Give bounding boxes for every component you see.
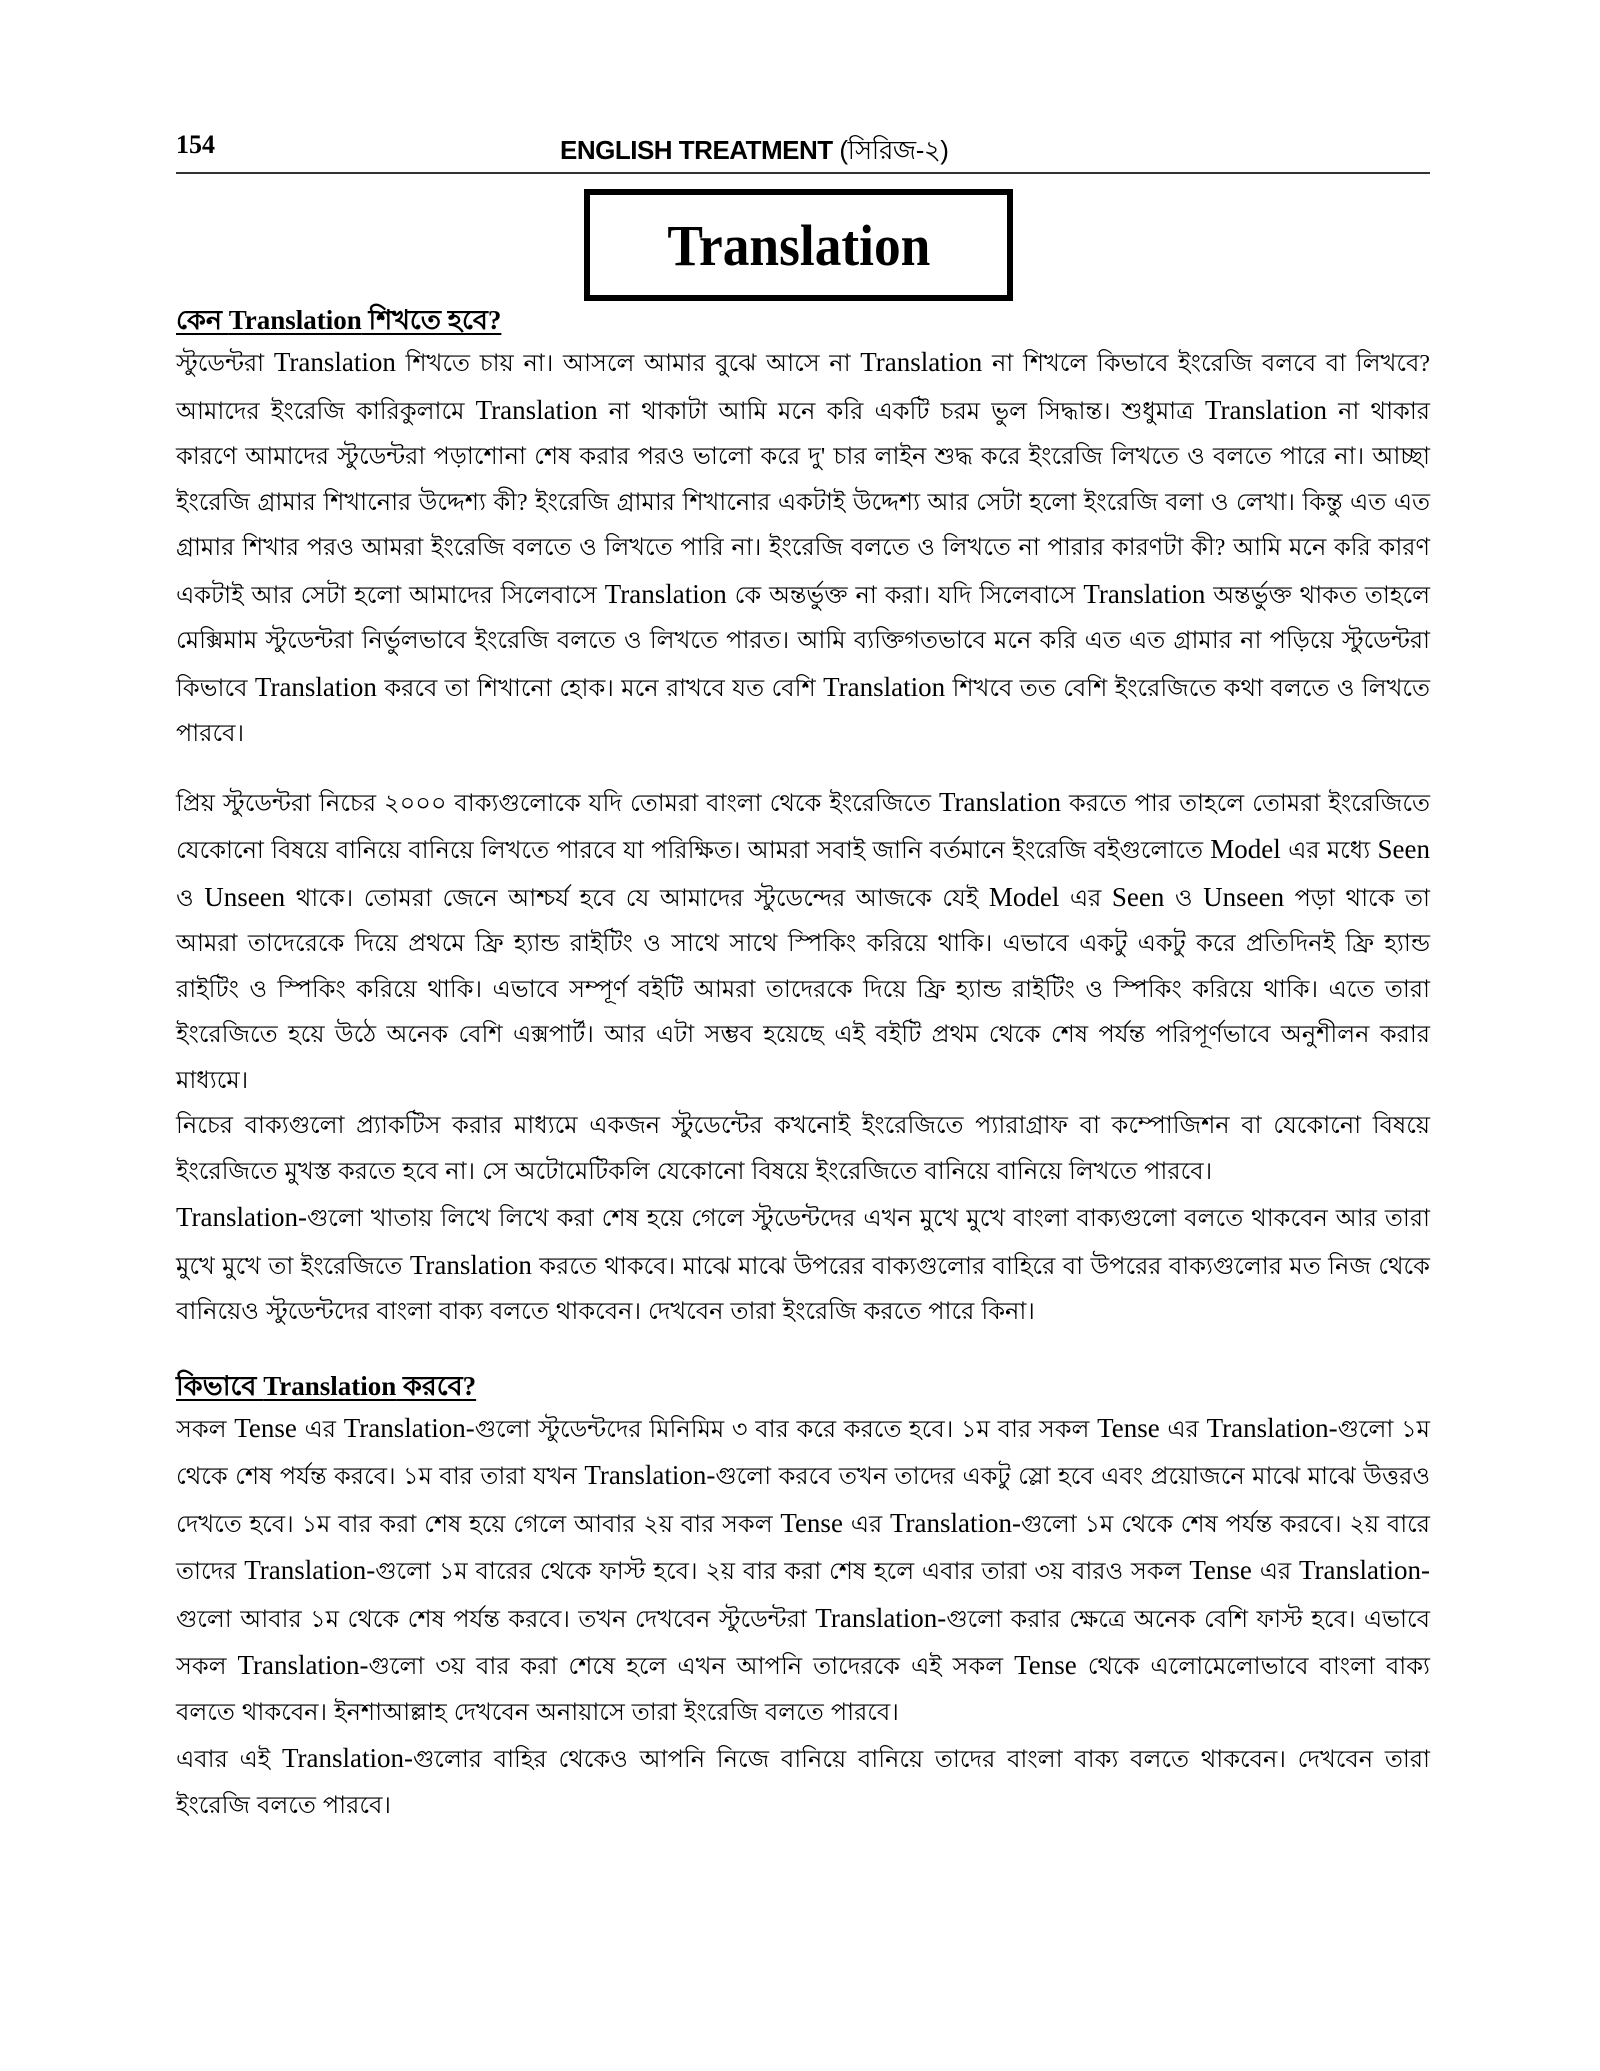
latin-run: Translation <box>604 578 727 609</box>
title-box <box>584 189 1013 301</box>
latin-run: Translation <box>1204 394 1327 425</box>
paragraph: প্রিয় স্টুডেন্টরা নিচের ২০০০ বাক্যগুলোকে যদি তোমরা বাংলা থেকে ইংরেজিতে Translation করতে পার তাহলে তোমরা ইংরেজিতে যেকোনো বিষয়ে বানিয়ে বানিয়ে লিখতে পারবে যা পরিক্ষিত। আমরা সবাই জানি বর্তমানে ইংরেজি বইগুলোতে Model এর মধ্যে Seen ও Unseen থাকে। তোমরা জেনে আশ্চর্য হবে যে আমাদের স্টুডেন্দের আজকে যেই Model এর Seen ও Unseen পড়া থাকে তা আমরা তাদেরেকে দিয়ে প্রথমে ফ্রি হ্যান্ড রাইটিং ও সাথে সাথে স্পিকিং করিয়ে থাকি। এভাবে একটু একটু করে প্রতিদিনই ফ্রি হ্যান্ড রাইটিং ও স্পিকিং করিয়ে থাকি। এভাবে সম্পূর্ণ বইটি আমরা তাদেরকে দিয়ে ফ্রি হ্যান্ড রাইটিং ও স্পিকিং করিয়ে থাকি। এতে তারা ইংরেজিতে হয়ে উঠে অনেক বেশি এক্সপার্ট। আর এটা সম্ভব হয়েছে এই বইটি প্রথম থেকে শেষ পর্যন্ত পরিপূর্ণভাবে অনুশীলন করার মাধ্যমে। <box>176 786 1431 1094</box>
latin-run: Translation <box>938 786 1061 817</box>
latin-run: Translation <box>409 1249 532 1280</box>
latin-run: Tense <box>1097 1412 1160 1443</box>
header-rule <box>176 172 1430 174</box>
latin-run: Tense <box>1014 1650 1077 1680</box>
latin-run: Tense <box>1189 1555 1252 1585</box>
latin-run: Translation- <box>1206 1412 1338 1443</box>
latin-run: Translation- <box>244 1555 376 1585</box>
running-header <box>560 130 948 174</box>
latin-run: Translation- <box>815 1602 947 1633</box>
latin-run: Translation- <box>1298 1555 1430 1585</box>
latin-run: Translation- <box>237 1650 369 1680</box>
latin-run: Translation <box>273 347 396 377</box>
latin-run: Model <box>988 881 1060 912</box>
series-label: (সিরিজ-২) <box>839 135 949 165</box>
latin-run: Translation <box>263 1370 397 1401</box>
latin-run: Seen <box>1111 881 1165 912</box>
section-why-translation <box>176 300 1430 1336</box>
page-number: 154 <box>176 130 215 159</box>
section-heading: কিভাবে Translation করবে? <box>176 1370 477 1401</box>
paragraph: নিচের বাক্যগুলো প্র্যাকটিস করার মাধ্যমে একজন স্টুডেন্টের কখনোই ইংরেজিতে প্যারাগ্রাফ বা কম্পোজিশন বা যেকোনো বিষয়ে ইংরেজিতে মুখস্ত করতে হবে না। সে অটোমেটিকলি যেকোনো বিষয়ে ইংরেজিতে বানিয়ে বানিয়ে লিখতে পারবে। <box>176 1113 1430 1185</box>
latin-run: Unseen <box>204 881 286 912</box>
latin-run: Translation- <box>343 1412 475 1443</box>
latin-run: Tense <box>234 1412 297 1443</box>
section-how-translation <box>176 1366 1430 1830</box>
latin-run: Translation- <box>176 1202 308 1232</box>
latin-run: Translation- <box>889 1507 1021 1538</box>
paragraph: স্টুডেন্টরা Translation শিখতে চায় না। আসলে আমার বুঝে আসে না Translation না শিখলে কিভাবে ইংরেজি বলবে বা লিখবে? আমাদের ইংরেজি কারিকুলামে Translation না থাকাটা আমি মনে করি একটি চরম ভুল সিদ্ধান্ত। শুধুমাত্র Translation না থাকার কারণে আমাদের স্টুডেন্টরা পড়াশোনা শেষ করার পরও ভালো করে দু' চার লাইন শুদ্ধ করে ইংরেজি লিখতে ও বলতে পারে না। আচ্ছা ইংরেজি গ্রামার শিখানোর উদ্দেশ্য কী? ইংরেজি গ্রামার শিখানোর একটাই উদ্দেশ্য আর সেটা হলো ইংরেজি বলা ও লেখা। কিন্তু এত এত গ্রামার শিখার পরও আমরা ইংরেজি বলতে ও লিখতে পারি না। ইংরেজি বলতে ও লিখতে না পারার কারণটা কী? আমি মনে করি কারণ একটাই আর সেটা হলো আমাদের সিলেবাসে Translation কে অন্তর্ভুক্ত না করা। যদি সিলেবাসে Translation অন্তর্ভুক্ত থাকত তাহলে মেক্সিমাম স্টুডেন্টরা নির্ভুলভাবে ইংরেজি বলতে ও লিখতে পারত। আমি ব্যক্তিগতভাবে মনে করি এত এত গ্রামার না পড়িয়ে স্টুডেন্টরা কিভাবে Translation করবে তা শিখানো হোক। মনে রাখবে যত বেশি Translation শিখবে তত বেশি ইংরেজিতে কথা বলতে ও লিখতে পারবে। <box>176 347 1431 747</box>
page-title: Translation <box>667 212 930 278</box>
latin-run: Seen <box>1377 834 1431 864</box>
latin-run: Translation <box>1083 578 1206 609</box>
latin-run: Model <box>1210 834 1281 864</box>
latin-run: Translation- <box>282 1743 414 1773</box>
latin-run: Translation- <box>584 1460 716 1490</box>
latin-run: Translation <box>475 394 598 425</box>
latin-run: Translation <box>228 305 362 335</box>
latin-run: Tense <box>780 1507 843 1538</box>
section-gap <box>176 1336 1430 1366</box>
section-heading: কেন Translation শিখতে হবে? <box>176 305 502 335</box>
paragraph: সকল Tense এর Translation-গুলো স্টুডেন্টদের মিনিমিম ৩ বার করে করতে হবে। ১ম বার সকল Tense এর Translation-গুলো ১ম থেকে শেষ পর্যন্ত করবে। ১ম বার তারা যখন Translation-গুলো করবে তখন তাদের একটু স্লো হবে এবং প্রয়োজনে মাঝে মাঝে উত্তরও দেখতে হবে। ১ম বার করা শেষ হয়ে গেলে আবার ২য় বার সকল Tense এর Translation-গুলো ১ম থেকে শেষ পর্যন্ত করবে। ২য় বারে তাদের Translation-গুলো ১ম বারের থেকে ফাস্ট হবে। ২য় বার করা শেষ হলে এবার তারা ৩য় বারও সকল Tense এর Translation-গুলো আবার ১ম থেকে শেষ পর্যন্ত করবে। তখন দেখবেন স্টুডেন্টরা Translation-গুলো করার ক্ষেত্রে অনেক বেশি ফাস্ট হবে। এভাবে সকল Translation-গুলো ৩য় বার করা শেষে হলে এখন আপনি তাদেরকে এই সকল Tense থেকে এলোমেলোভাবে বাংলা বাক্য বলতে থাকবেন। ইনশাআল্লাহ দেখবেন অনায়াসে তারা ইংরেজি বলতে পারবে। <box>176 1412 1431 1726</box>
paragraph: Translation-গুলো খাতায় লিখে লিখে করা শেষ হয়ে গেলে স্টুডেন্টদের এখন মুখে মুখে বাংলা বাক্যগুলো বলতে থাকবেন আর তারা মুখে মুখে তা ইংরেজিতে Translation করতে থাকবে। মাঝে মাঝে উপরের বাক্যগুলোর বাহিরে বা উপরের বাক্যগুলোর মত নিজ থেকে বানিয়েও স্টুডেন্টদের বাংলা বাক্য বলতে থাকবেন। দেখবেন তারা ইংরেজি করতে পারে কিনা। <box>176 1202 1430 1325</box>
latin-run: Translation <box>860 347 983 377</box>
paragraph-gap <box>176 758 1430 780</box>
running-title: ENGLISH TREATMENT <box>560 135 833 165</box>
latin-run: Translation <box>254 671 377 702</box>
latin-run: Unseen <box>1203 881 1285 912</box>
paragraph: এবার এই Translation-গুলোর বাহির থেকেও আপনি নিজে বানিয়ে বানিয়ে তাদের বাংলা বাক্য বলতে থাকবেন। দেখবেন তারা ইংরেজি বলতে পারবে। <box>176 1743 1430 1819</box>
content <box>176 300 1430 1829</box>
latin-run: Translation <box>823 671 946 702</box>
